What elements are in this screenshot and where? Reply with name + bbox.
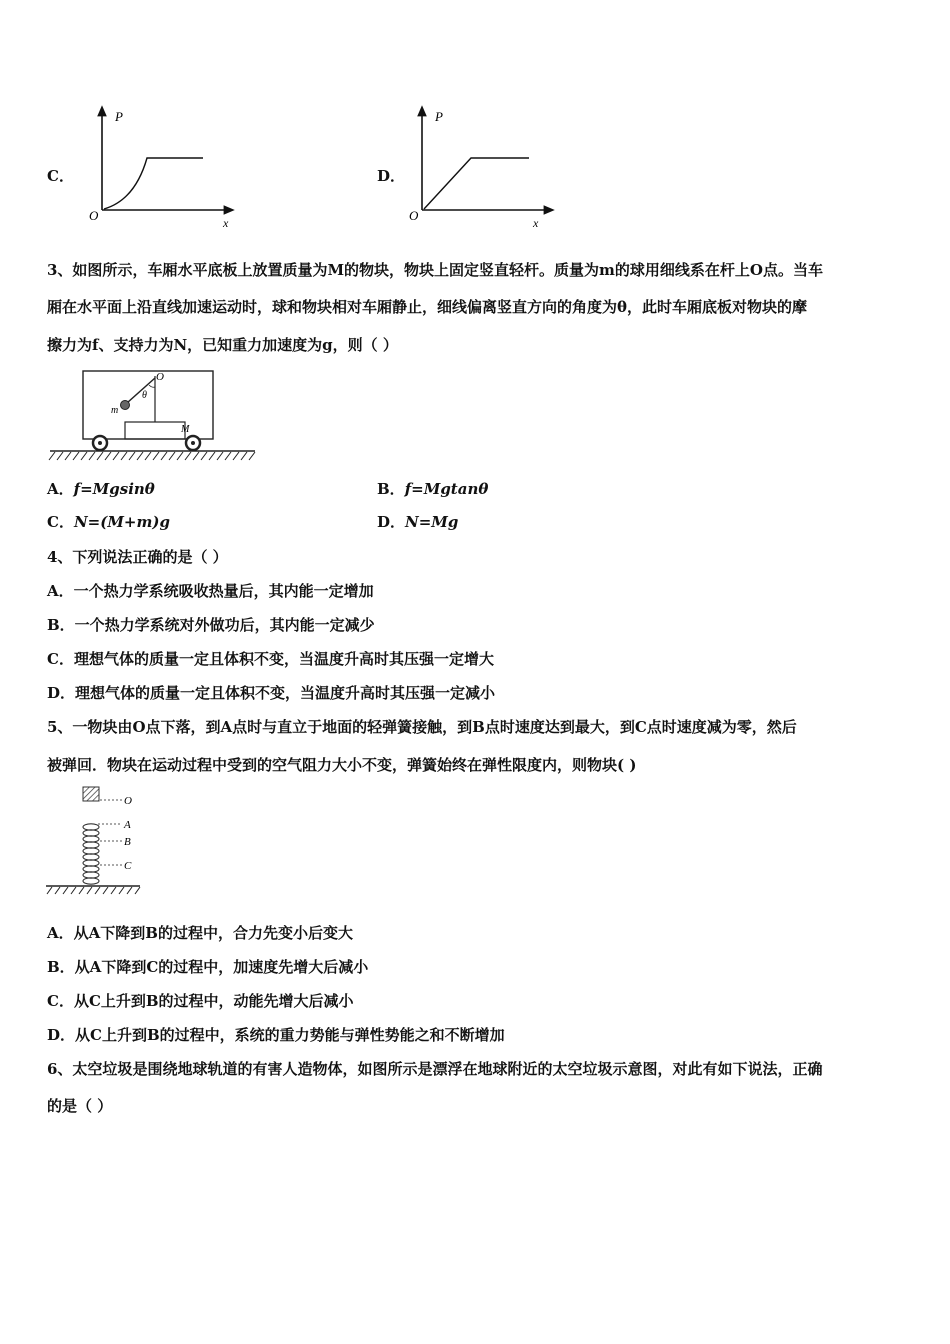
q6-line1: 6、太空垃圾是围绕地球轨道的有害人造物体，如图所示是漂浮在地球附近的太空垃圾示意图，对此有如下说法，正确 [47,1060,823,1078]
q5-figure-spring [42,783,152,898]
graph-c-x-label: x [223,216,229,230]
q5-option-d: D．从C上升到B的过程中，系统的重力势能与弹性势能之和不断增加 [47,1026,505,1044]
q5-line1: 5、一物块由O点下落，到A点时与直立于地面的轻弹簧接触，到B点时速度达到最大，到C点时速度减为零，然后 [47,718,797,736]
graph-c-curve [104,158,203,209]
label-M: M [181,424,190,435]
q3-figure-cart [45,368,260,463]
q4-option-c: C．理想气体的质量一定且体积不变，当温度升高时其压强一定增大 [47,650,494,668]
string [127,378,155,403]
q5-line2: 被弹回．物块在运动过程中受到的空气阻力大小不变，弹簧始终在弹性限度内，则物块( ) [47,756,637,774]
q5-option-c: C．从C上升到B的过程中，动能先增大后减小 [47,992,354,1010]
q5-option-a: A．从A下降到B的过程中，合力先变小后变大 [47,924,353,942]
graph-d [405,105,555,230]
block-M [125,422,185,439]
q3-option-b: B．f=Mgtanθ [377,480,489,498]
q4-option-b: B．一个热力学系统对外做功后，其内能一定减少 [47,616,375,634]
option-d-letter: D． [377,167,406,185]
q3-option-d: D．N=Mg [377,513,459,531]
option-c-letter: C． [47,167,74,185]
graph-d-origin: O [409,208,419,223]
q3-line3: 擦力为f、支持力为N，已知重力加速度为g，则（ ） [47,336,398,354]
q4-option-a: A．一个热力学系统吸收热量后，其内能一定增加 [47,582,374,600]
graph-d-y-label: P [435,109,443,124]
cart-body [83,371,213,439]
label-m: m [111,405,119,416]
q3-option-c: C．N=(M+m)g [47,513,170,531]
spring [83,824,99,884]
graph-c-y-label: P [115,109,123,124]
q5-option-b: B．从A下降到C的过程中，加速度先增大后减小 [47,958,369,976]
q4-option-d: D．理想气体的质量一定且体积不变，当温度升高时其压强一定减小 [47,684,496,702]
label-B-point: B [124,836,131,848]
falling-block [83,787,99,801]
graph-c [85,105,235,230]
q3-line1: 3、如图所示，车厢水平底板上放置质量为M的物块，物块上固定竖直轻杆。质量为m的球用细线系在杆上O点。当车 [47,261,823,279]
q6-line2: 的是（ ） [47,1097,113,1115]
q4-stem: 4、下列说法正确的是（ ） [47,548,228,566]
graph-c-origin: O [89,208,99,223]
ball-m [121,401,130,410]
theta-arc [149,385,155,387]
label-C-point: C [124,860,132,872]
graph-d-line [424,158,529,209]
label-O: O [156,371,164,383]
label-theta: θ [142,390,147,401]
graph-d-x-label: x [533,216,539,230]
label-O-point: O [124,795,132,807]
label-A-point: A [124,819,131,831]
q3-option-a: A．f=Mgsinθ [47,480,155,498]
q3-line2: 厢在水平面上沿直线加速运动时，球和物块相对车厢静止，细线偏离竖直方向的角度为θ，此时车厢底板对物块的摩 [47,298,808,316]
